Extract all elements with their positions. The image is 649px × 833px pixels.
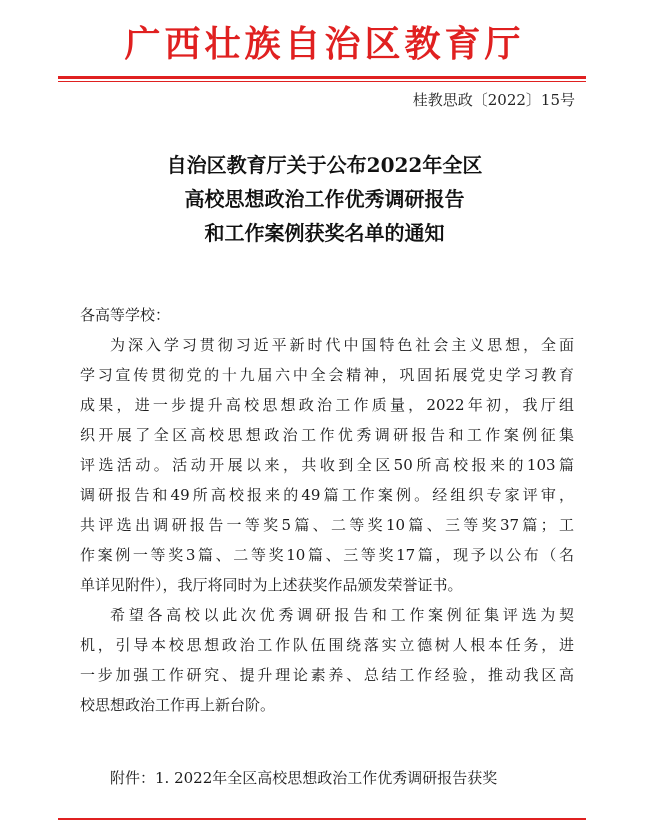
paragraph-1-line: 共评选出调研报告一等奖5篇、二等奖10篇、三等奖37篇；工 <box>80 516 574 534</box>
paragraph-1-line: 学习宣传贯彻党的十九届六中全会精神，巩固拓展党史学习教育 <box>80 366 574 384</box>
paragraph-1-line: 织开展了全区高校思想政治工作优秀调研报告和工作案例征集 <box>80 426 574 444</box>
paragraph-1-line: 为深入学习贯彻习近平新时代中国特色社会主义思想，全面 <box>110 336 574 354</box>
paragraph-2-line: 机，引导本校思想政治工作队伍围绕落实立德树人根本任务，进 <box>80 636 574 654</box>
paragraph-1-line: 作案例一等奖3篇、二等奖10篇、三等奖17篇，现予以公布（名 <box>80 546 574 564</box>
document-body <box>80 300 574 720</box>
masthead-red-rule-thin <box>58 81 586 82</box>
masthead-red-rule <box>58 76 586 79</box>
paragraph-1-line: 评选活动。活动开展以来，共收到全区50所高校报来的103篇 <box>80 456 574 474</box>
paragraph-1-line: 调研报告和49所高校报来的49篇工作案例。经组织专家评审， <box>80 486 574 504</box>
title-line-3: 和工作案例获奖名单的通知 <box>204 221 445 245</box>
document-title <box>0 148 649 250</box>
issuer-masthead: 广西壮族自治区教育厅 <box>124 23 525 65</box>
salutation: 各高等学校： <box>80 306 171 324</box>
paragraph-2 <box>80 600 574 720</box>
paragraph-1 <box>80 330 574 600</box>
paragraph-2-line: 希望各高校以此次优秀调研报告和工作案例征集评选为契 <box>110 606 574 624</box>
paragraph-1-line: 单详见附件），我厅将同时为上述获奖作品颁发荣誉证书。 <box>80 576 463 594</box>
footer-red-rule <box>58 818 586 820</box>
paragraph-2-line: 校思想政治工作再上新台阶。 <box>80 696 276 714</box>
title-line-1: 自治区教育厅关于公布2022年全区 <box>166 153 483 177</box>
document-number: 桂教思政〔2022〕15号 <box>412 91 575 109</box>
attachment-line: 附件：1. 2022年全区高校思想政治工作优秀调研报告获奖 <box>110 769 498 787</box>
paragraph-2-line: 一步加强工作研究、提升理论素养、总结工作经验，推动我区高 <box>80 666 574 684</box>
paragraph-1-line: 成果，进一步提升高校思想政治工作质量，2022年初，我厅组 <box>80 396 574 414</box>
title-line-2: 高校思想政治工作优秀调研报告 <box>184 187 465 211</box>
